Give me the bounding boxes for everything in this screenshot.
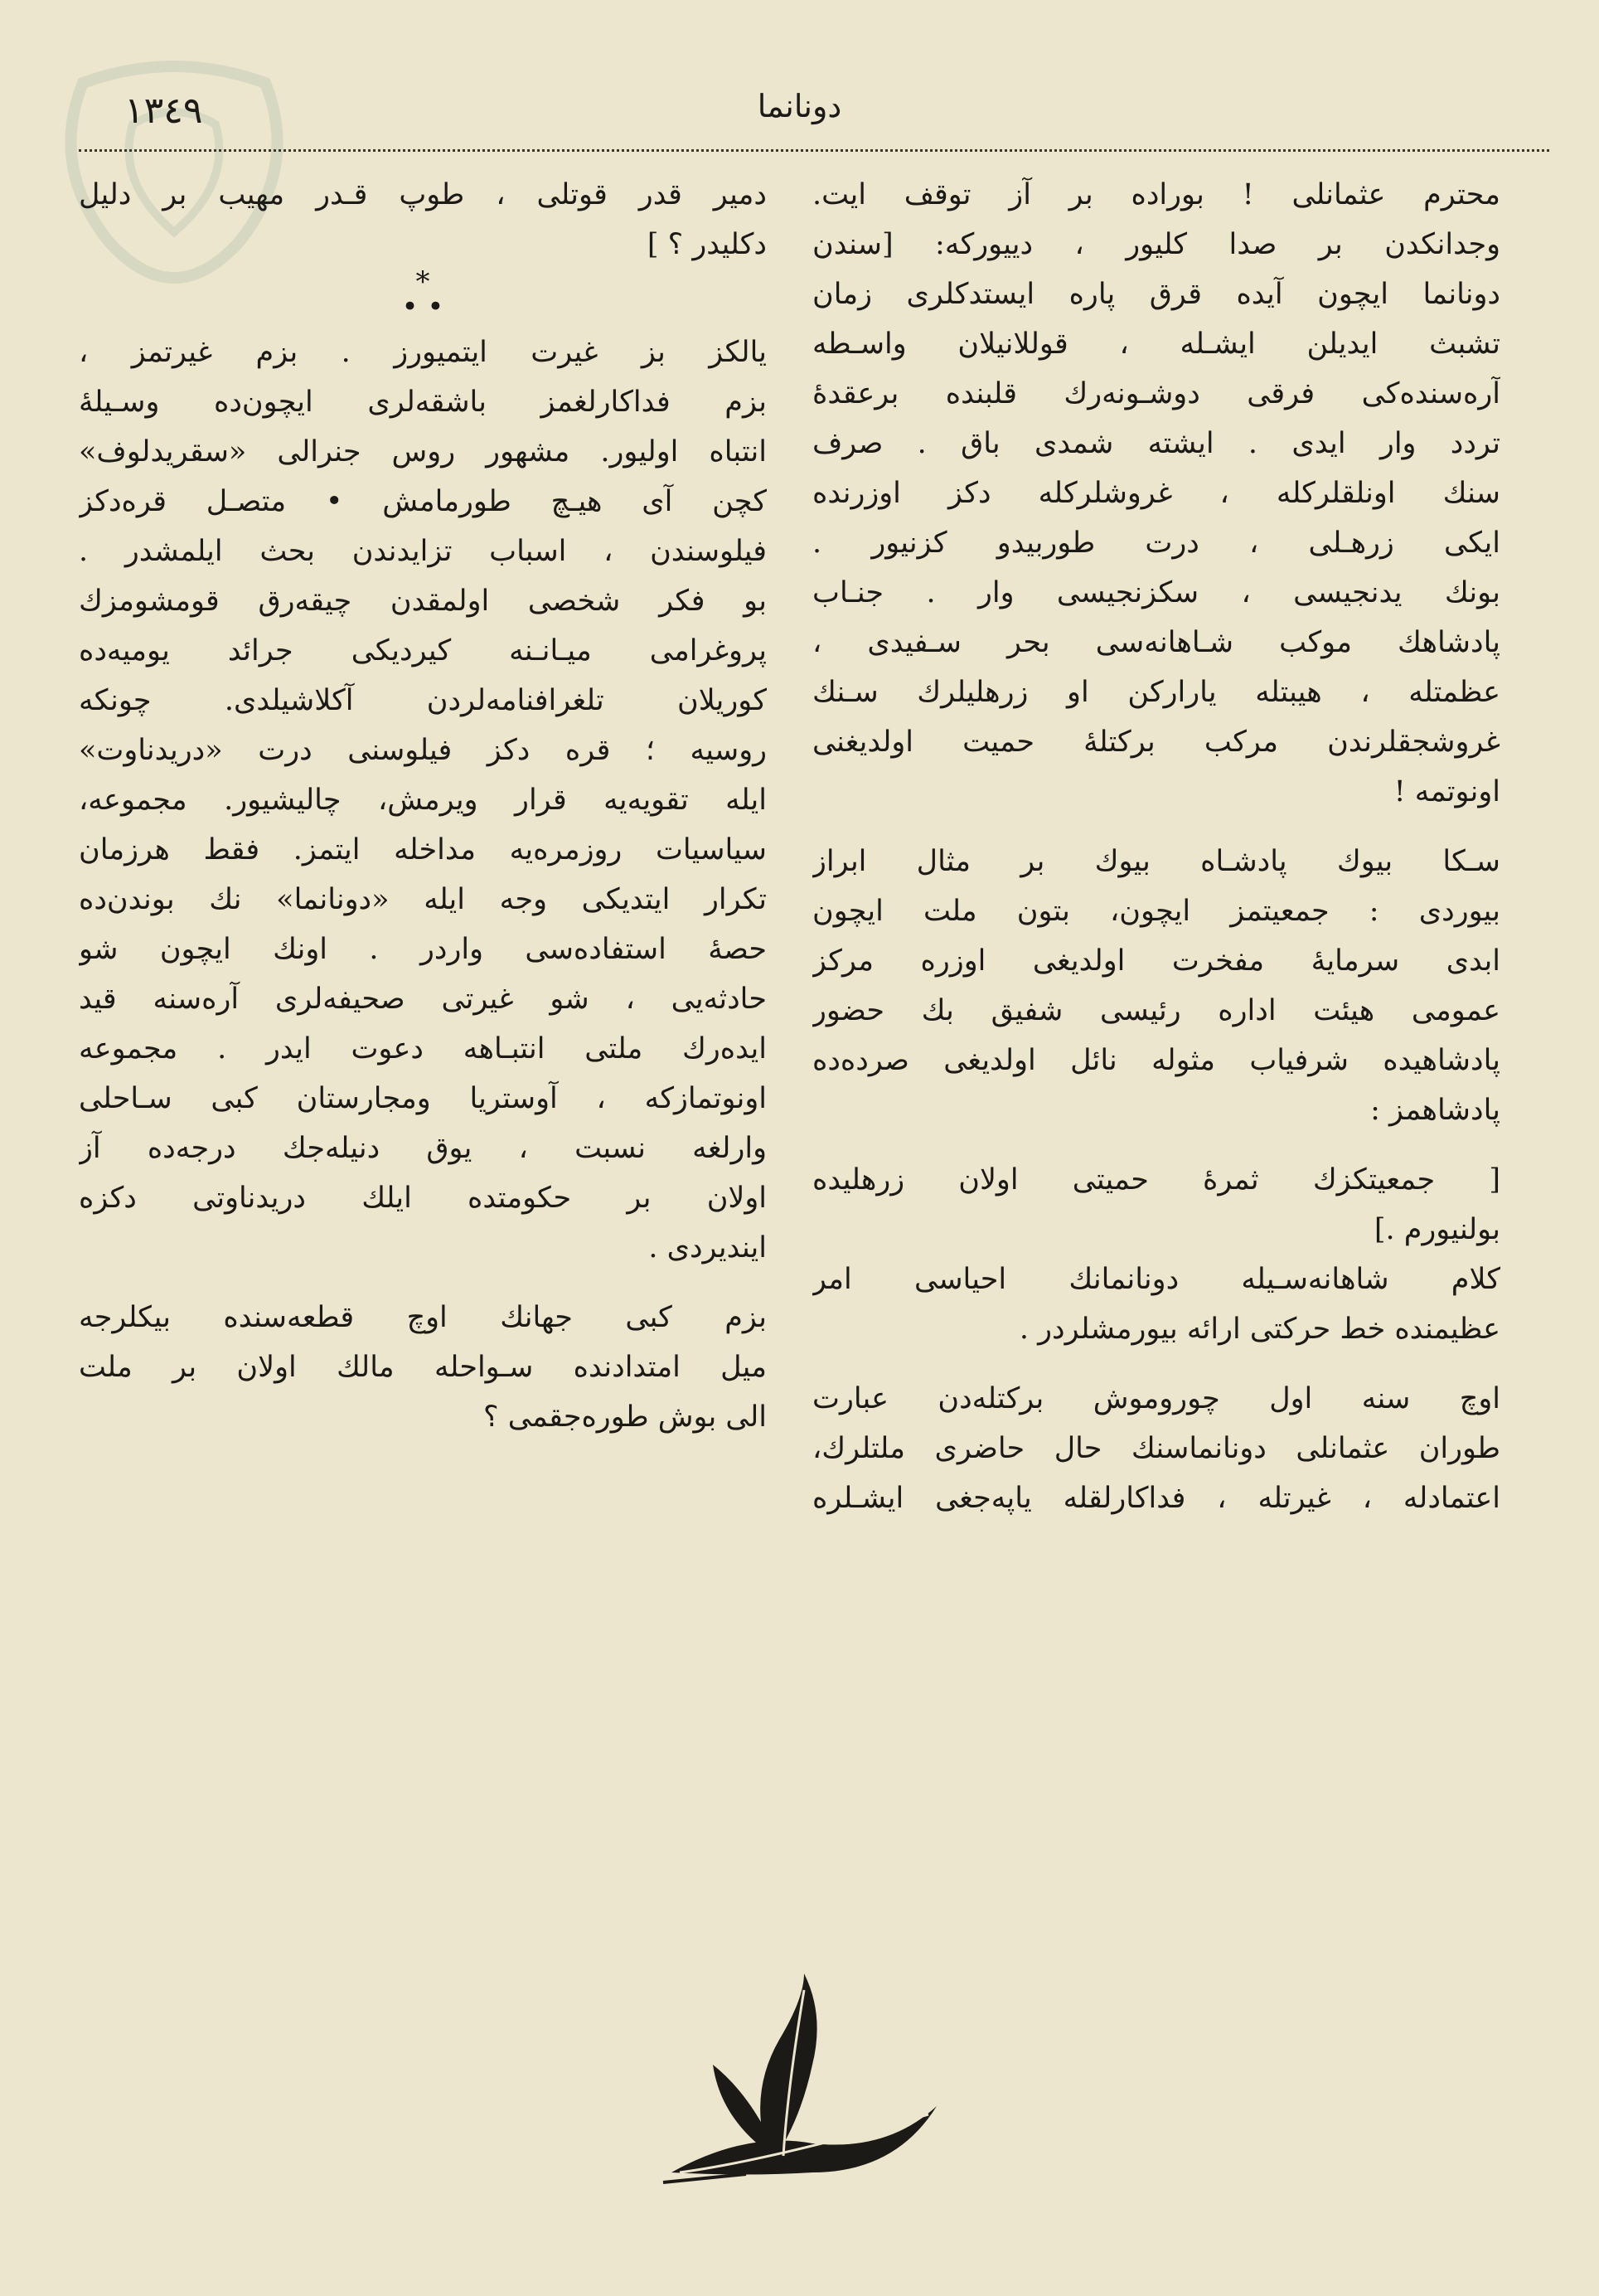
text-line: تردد وار ایدی . ایشته شمدی باق . صرف xyxy=(812,427,1500,460)
text-line: عظیمنده خط حرکتی ارائه بیورمشلردر . xyxy=(1019,1313,1500,1346)
text-line: بو فکر شخصی اولمقدن چیقه‌رق قومشومزك xyxy=(79,585,767,618)
text-line: ایندیردی . xyxy=(648,1231,767,1264)
text-line: کوریلان تلغرافنامه‌لردن آکلاشیلدی. چونکه xyxy=(79,684,767,717)
header-divider xyxy=(79,149,1549,152)
text-line: انتباه اولیور. مشهور روس جنرالی «سقریدلوف» xyxy=(79,435,767,468)
text-line: ابدی سرمایهٔ مفخرت اولدیغی اوزره مرکز xyxy=(812,944,1500,978)
text-line: ایله تقویه‌یه قرار ویرمش، چالیشیور. مجموعه، xyxy=(79,784,767,817)
text-line: الی بوش طوره‌جقمی ؟ xyxy=(483,1400,767,1434)
text-line: دکلیدر ؟ ] xyxy=(647,228,767,261)
text-line: [ جمعیتکزك ثمرهٔ حمیتی اولان زرهلیده xyxy=(812,1163,1500,1197)
text-line: کلام شاهانه‌سـیله دونانمانك احیاسی امر xyxy=(812,1263,1500,1296)
text-line: اوچ سنه اول چوروموش برکتله‌دن عبارت xyxy=(812,1382,1500,1415)
text-line: بولنیورم .] xyxy=(1374,1213,1500,1246)
text-line: اونوتمه ! xyxy=(1393,775,1500,808)
text-line: روسیه ؛ قره دکز فیلوسنی درت «دریدناوت» xyxy=(79,734,767,767)
text-line: تکرار ایتدیکی وجه ایله «دونانما» نك بوندن‌ده xyxy=(79,883,767,916)
text-line: دونانما ایچون آیده قرق پاره ایستدکلری زمان xyxy=(812,278,1500,311)
page-number: ١٣٤٩ xyxy=(124,90,203,132)
text-line: وارلغه نسبت ، یوق دنیله‌جك درجه‌ده آز xyxy=(79,1132,767,1165)
text-line: بونك یدنجیسی ، سکزنجیسی وار . جنـاب xyxy=(812,576,1500,609)
leaf-ornament xyxy=(647,1965,945,2197)
text-line: حادثه‌یی ، شو غیرتی صحیفه‌لری آره‌سنه قید xyxy=(79,983,767,1016)
text-line: دمیر قدر قوتلی ، طوپ قـدر مهیب بر دلیل xyxy=(79,178,767,211)
text-line: یالکز بز غیرت ایتمیورز . بزم غیرتمز ، xyxy=(79,336,767,369)
text-line: اولان بر حکومتده ایلك دریدناوتی دکزه xyxy=(79,1182,767,1215)
text-line: سنك اونلقلرکله ، غروشلرکله دکز اوزرنده xyxy=(812,477,1500,510)
running-title: دونانما xyxy=(757,88,842,124)
text-line: ایده‌رك ملتی انتبـاهه دعوت ایدر . مجموعه xyxy=(79,1032,767,1065)
text-line: ایکی زرهـلی ، درت طوربیدو کزنیور . xyxy=(812,527,1500,560)
text-line: بیوردی : جمعیتمز ایچون، بتون ملت ایچون xyxy=(812,895,1500,928)
left-column xyxy=(79,170,767,1442)
text-line: بزم فداکارلغمز باشقه‌لری ایچون‌ده وسـیلهٔ xyxy=(79,386,767,419)
right-column xyxy=(812,170,1500,1523)
text-line: وجدانکدن بر صدا کلیور ، دییورکه: [سندن xyxy=(812,228,1500,261)
text-line: پادشاهك موکب شـاهانه‌سی بحر سـفیدی ، xyxy=(812,626,1500,659)
text-line: میل امتدادنده سـواحله مالك اولان بر ملت xyxy=(79,1351,767,1384)
text-line: محترم عثمانلی ! بوراده بر آز توقف ایت. xyxy=(812,178,1500,211)
text-line: سـکا بیوك پادشـاه بیوك بر مثال ابراز xyxy=(812,845,1500,878)
text-line: حصهٔ استفاده‌سی واردر . اونك ایچون شو xyxy=(79,933,767,966)
text-line: پروغرامی میـانـنه کیردیکی جرائد یومیه‌ده xyxy=(79,634,767,667)
text-line: پادشاهیده شرفیاب مثوله نائل اولدیغی صرده‌ده xyxy=(812,1044,1500,1077)
text-line: بزم کبی جهانك اوچ قطعه‌سنده بیکلرجه xyxy=(79,1301,767,1334)
asterism-divider: * • • xyxy=(401,265,444,323)
text-line: غروشجقلرندن مرکب برکتلهٔ حمیت اولدیغنی xyxy=(812,726,1500,759)
text-line: پادشاهمز : xyxy=(1370,1094,1500,1127)
text-line: فیلوسندن ، اسباب تزایدندن بحث ایلمشدر . xyxy=(79,535,767,568)
text-line: سیاسیات روزمره‌یه مداخله ایتمز. فقط هرزمان xyxy=(79,833,767,866)
text-line: عظمتله ، هیبتله یارارکن او زرهلیلرك سـنك xyxy=(812,676,1500,709)
text-line: عمومی هیئت اداره رئیسی شفیق بك حضور xyxy=(812,994,1500,1027)
text-line: اعتمادله ، غیرتله ، فداکارلقله یاپه‌جغی ایشـلره xyxy=(812,1482,1500,1515)
text-line: طوران عثمانلی دونانماسنك حال حاضری ملتلرك، xyxy=(812,1432,1500,1465)
text-line: تشبث ایدیلن ایشـله ، قوللانیلان واسـطه xyxy=(812,328,1500,361)
text-line: کچن آی هیـچ طورمامش • متصـل قره‌دکز xyxy=(79,485,767,518)
text-line: آره‌سنده‌کی فرقی دوشـونه‌رك قلبنده برعقدهٔ xyxy=(812,377,1500,410)
text-line: اونوتمازکه ، آوستریا ومجارستان کبی سـاحلی xyxy=(79,1082,767,1115)
